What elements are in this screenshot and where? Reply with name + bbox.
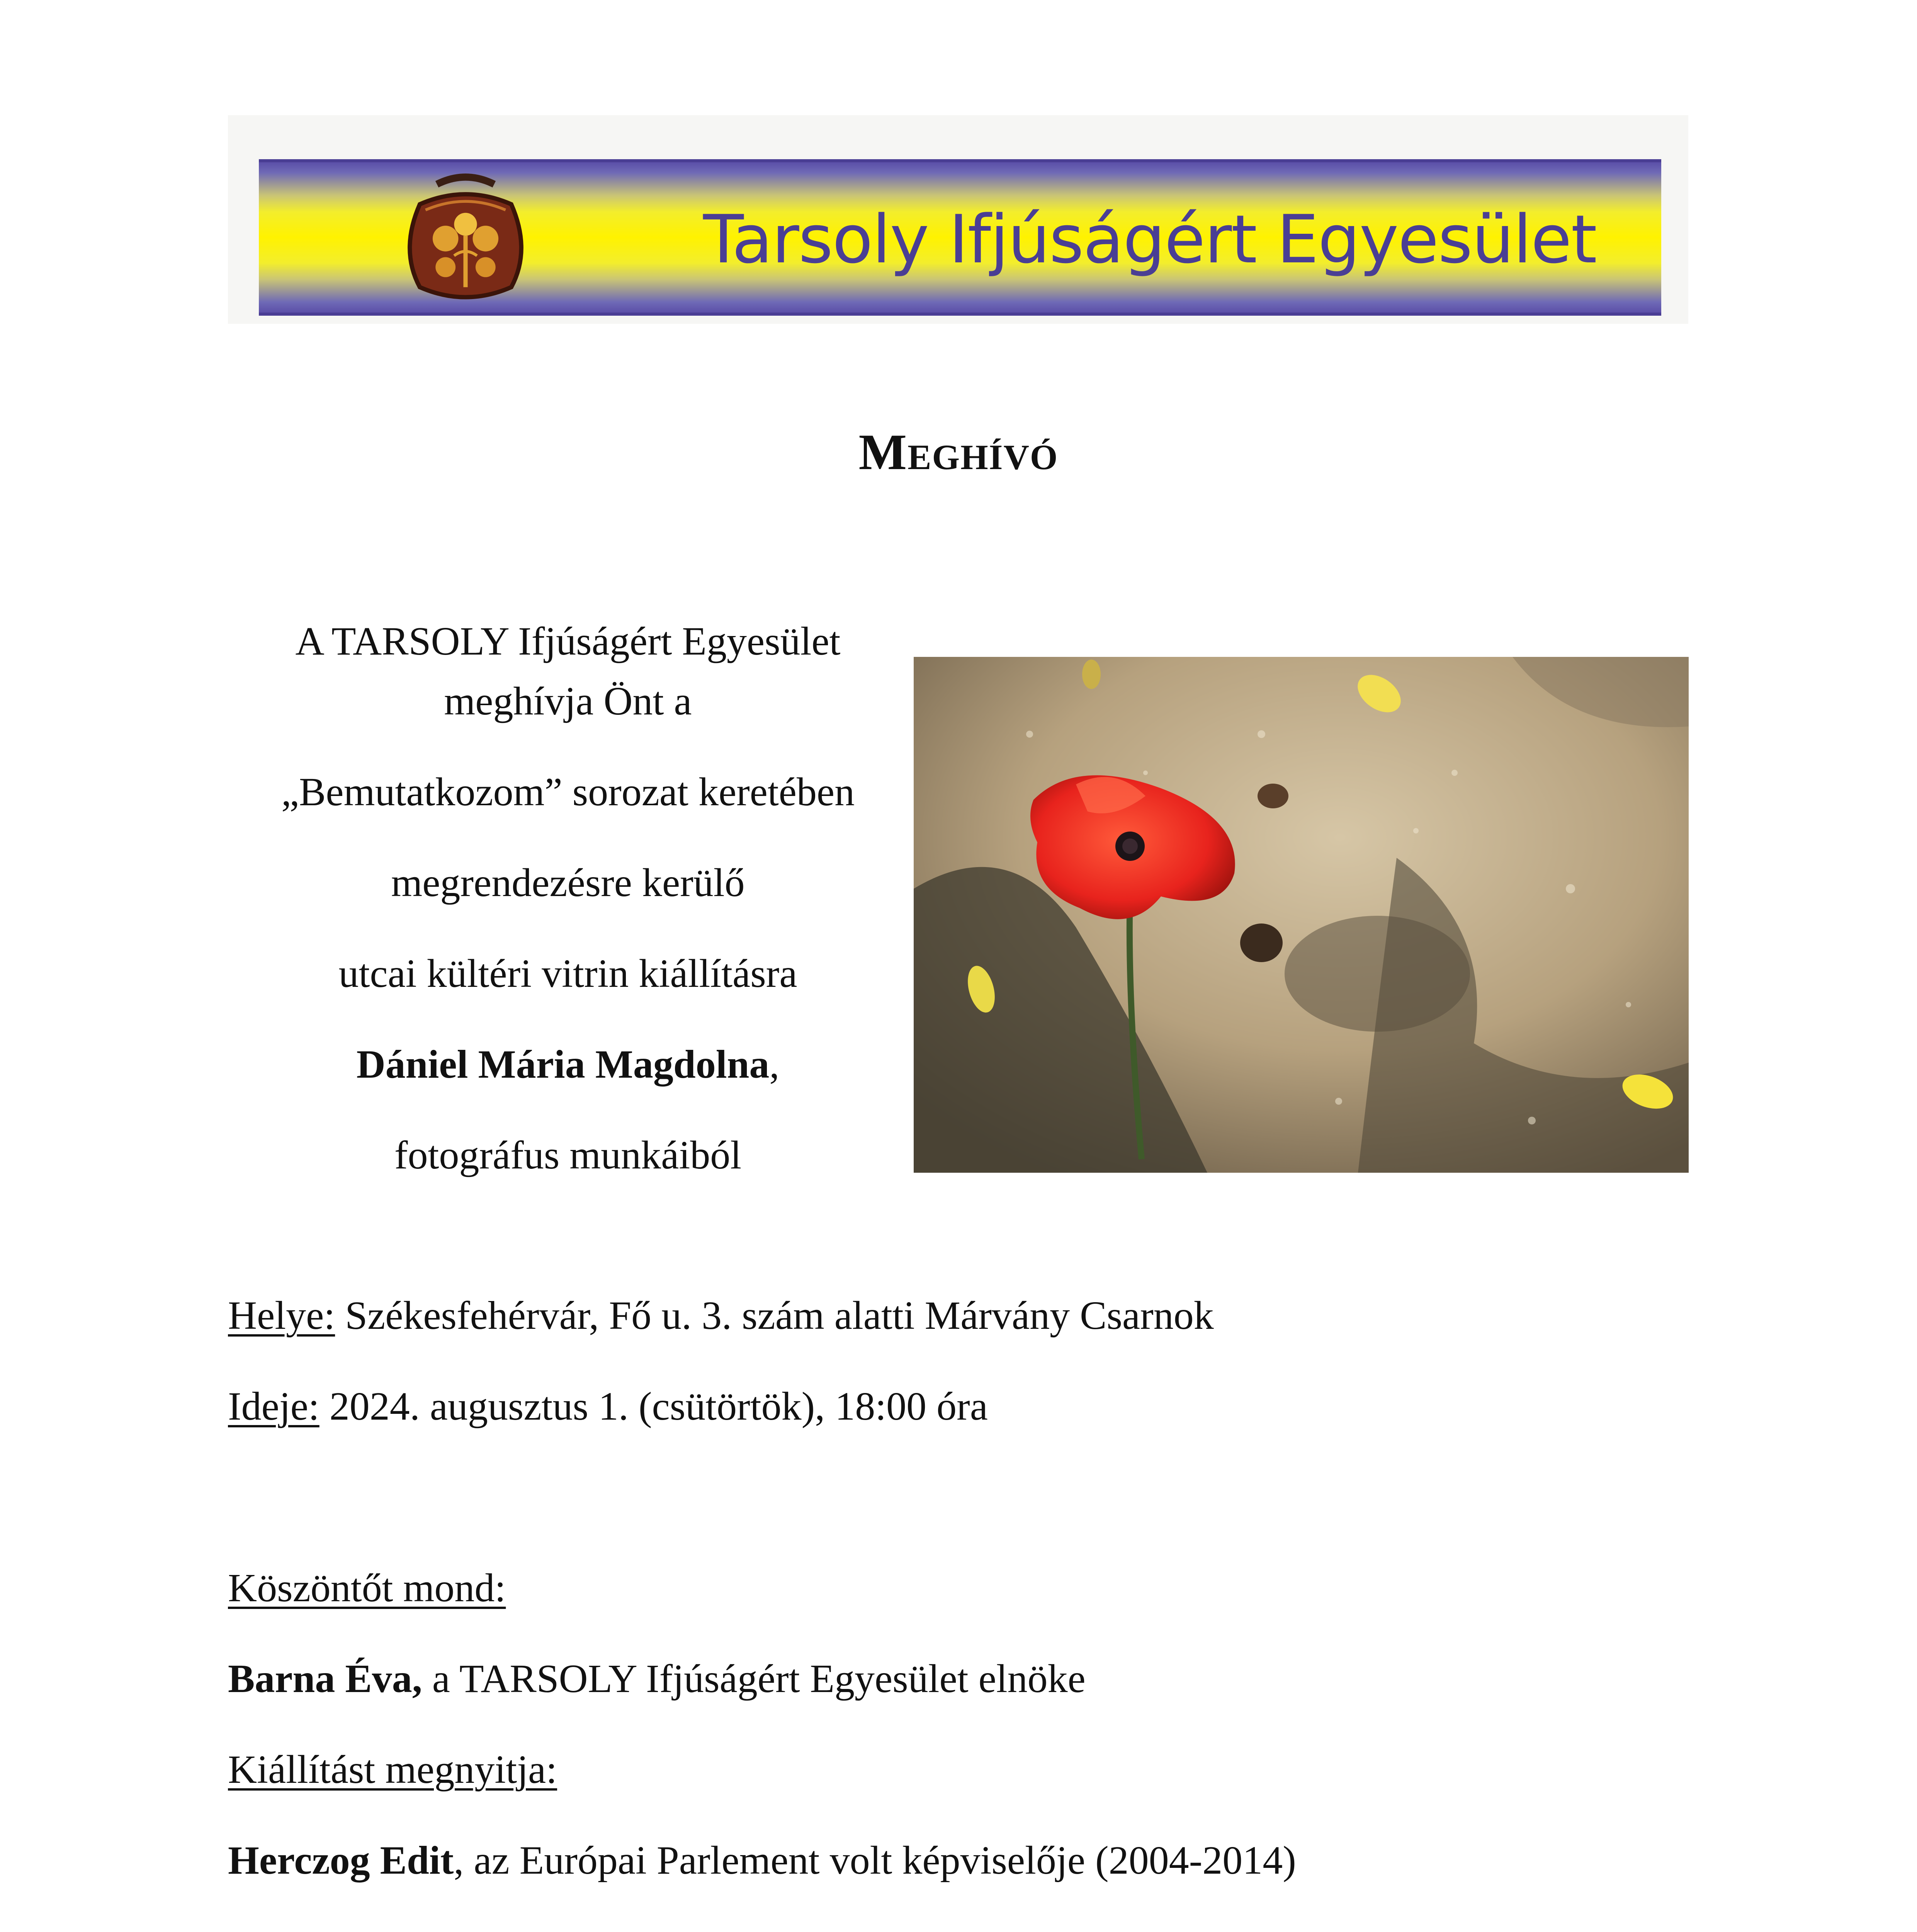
opening-speaker-name: Herczog Edit [228,1838,454,1883]
place-line [228,1289,1214,1343]
time-line [228,1379,988,1434]
opening-speaker-role: , az Európai Parlement volt képviselője (2004-2014) [454,1838,1296,1883]
opening-label: Kiállítást megnyitja: [228,1747,557,1792]
place-label: Helye: [228,1293,335,1338]
intro-line-organization: A TARSOLY Ifjúságért Egyesület [295,619,841,663]
banner-title: Tarsoly Ifjúságért Egyesület [703,201,1596,278]
intro-line-series: „Bemutatkozom” sorozat keretében [281,770,855,814]
greeting-label: Köszöntőt mond: [228,1566,506,1610]
greeting-speaker-name: Barna Éva, [228,1656,422,1701]
intro-line-artist [232,1037,904,1092]
artist-name: Dániel Mária Magdolna [356,1042,770,1087]
intro-line-profession: fotográfus munkáiból [394,1133,742,1177]
page-title: Meghívó [858,423,1059,480]
greeting-label-line [228,1561,506,1615]
time-value: 2024. augusztus 1. (csütörtök), 18:00 óra [319,1384,988,1429]
opening-label-line [228,1743,557,1797]
intro-line-organized: megrendezésre kerülő [391,861,745,905]
artist-comma: , [769,1042,780,1087]
greeting-speaker-role: a TARSOLY Ifjúságért Egyesület elnöke [422,1656,1086,1701]
intro-line-exhibition: utcai kültéri vitrin kiállításra [338,951,797,996]
intro-line-invites: meghívja Önt a [444,679,692,723]
poppy-photo [914,657,1689,1173]
greeting-speaker-line [228,1652,1086,1706]
embroidered-bag-icon [394,164,537,307]
time-label: Ideje: [228,1384,320,1429]
opening-speaker-line [228,1833,1296,1888]
place-value: Székesfehérvár, Fő u. 3. szám alatti Márvány Csarnok [335,1293,1214,1338]
